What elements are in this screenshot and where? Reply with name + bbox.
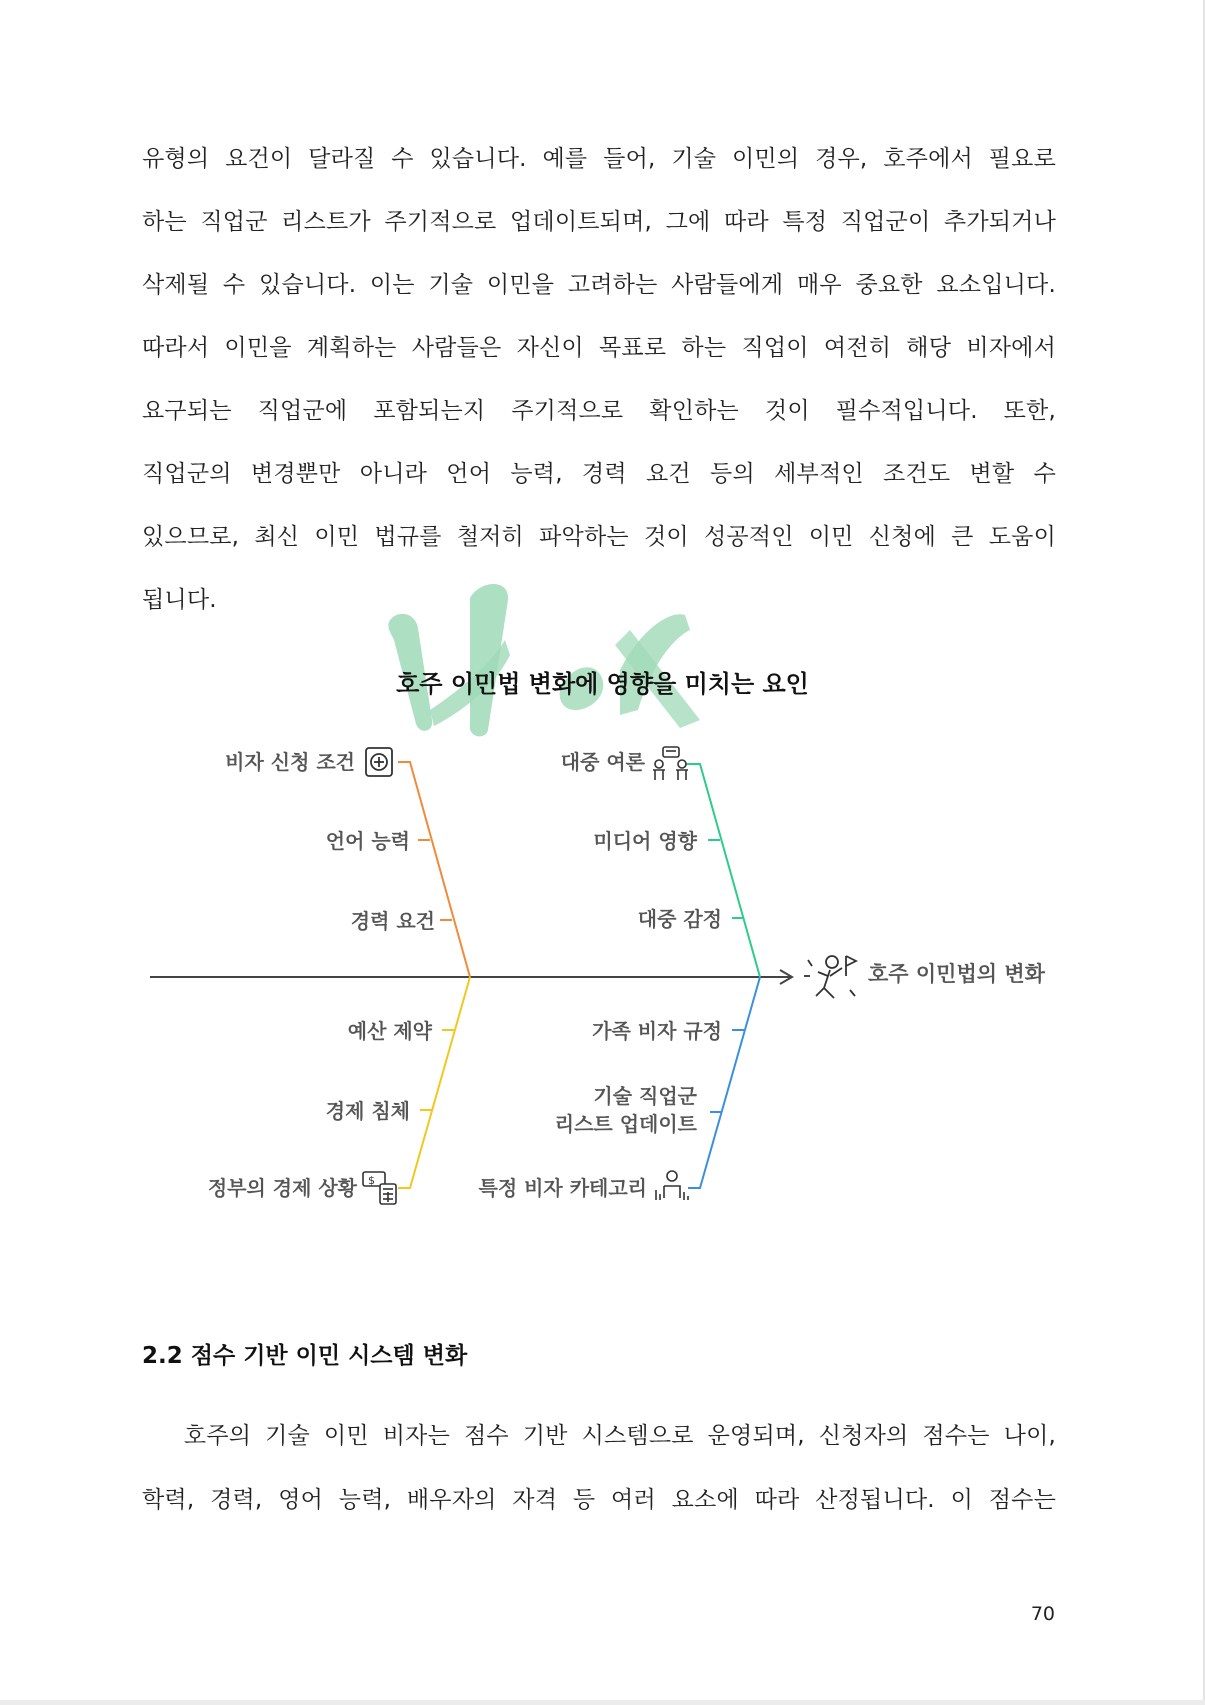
text-line: 직업군의 변경뿐만 아니라 언어 능력, 경력 요건 등의 세부적인 조건도 변할 수 [142, 461, 1056, 487]
section-title: 2.2 점수 기반 이민 시스템 변화 [142, 1343, 468, 1369]
bone-top-left [398, 762, 470, 977]
figure-title: 호주 이민법 변화에 영향을 미치는 요인 [396, 670, 809, 698]
text-line: 따라서 이민을 계획하는 사람들은 자신이 목표로 하는 직업이 여전히 해당 비자에서 [142, 335, 1056, 361]
bone-top-right [686, 764, 760, 977]
effect-label: 호주 이민법의 변화 [868, 962, 1045, 986]
text-line: 호주의 기술 이민 비자는 점수 기반 시스템으로 운영되며, 신청자의 점수는 나이, [142, 1423, 1056, 1449]
text-line: 요구되는 직업군에 포함되는지 주기적으로 확인하는 것이 필수적입니다. 또한, [142, 398, 1056, 424]
text-line: 됩니다. [142, 587, 217, 613]
cause-label: 언어 능력 [325, 829, 410, 853]
cause-label: 대중 여론 [560, 750, 645, 774]
text-line: 학력, 경력, 영어 능력, 배우자의 자격 등 여러 요소에 따라 산정됩니다. 이 점수는 [142, 1487, 1056, 1513]
cause-label: 가족 비자 규정 [592, 1019, 722, 1043]
text-line: 있으므로, 최신 이민 법규를 철저히 파악하는 것이 성공적인 이민 신청에 큰 도움이 [142, 524, 1056, 550]
body-paragraph [142, 1404, 1056, 1532]
cause-label: 비자 신청 조건 [225, 750, 355, 774]
bone-bottom-left [398, 977, 470, 1188]
cause-label: 미디어 영향 [593, 829, 697, 853]
cause-label: 리스트 업데이트 [554, 1112, 697, 1136]
cause-label: 특정 비자 카테고리 [478, 1176, 647, 1200]
person-chart-icon [656, 1171, 688, 1200]
text-line: 삭제될 수 있습니다. 이는 기술 이민을 고려하는 사람들에게 매우 중요한 요소입니다. [142, 272, 1056, 298]
cause-label: 예산 제약 [347, 1019, 432, 1043]
cause-label: 기술 직업군 [593, 1084, 697, 1108]
text-line: 유형의 요건이 달라질 수 있습니다. 예를 들어, 기술 이민의 경우, 호주에서 필요로 [142, 146, 1056, 172]
page-number: 70 [1030, 1603, 1055, 1625]
cause-label: 경제 침체 [325, 1099, 410, 1123]
cause-label: 경력 요건 [350, 909, 435, 933]
people-chat-icon [653, 747, 688, 780]
money-calculator-icon [363, 1172, 396, 1204]
svg-text:$: $ [368, 1174, 375, 1187]
cause-label: 대중 감정 [637, 907, 722, 931]
text-line: 하는 직업군 리스트가 주기적으로 업데이트되며, 그에 따라 특정 직업군이 추가되거나 [142, 209, 1056, 235]
bone-bottom-right [688, 977, 760, 1188]
cause-label: 정부의 경제 상황 [207, 1176, 357, 1200]
running-person-flag-icon [804, 956, 856, 998]
document-plus-icon [366, 748, 392, 776]
